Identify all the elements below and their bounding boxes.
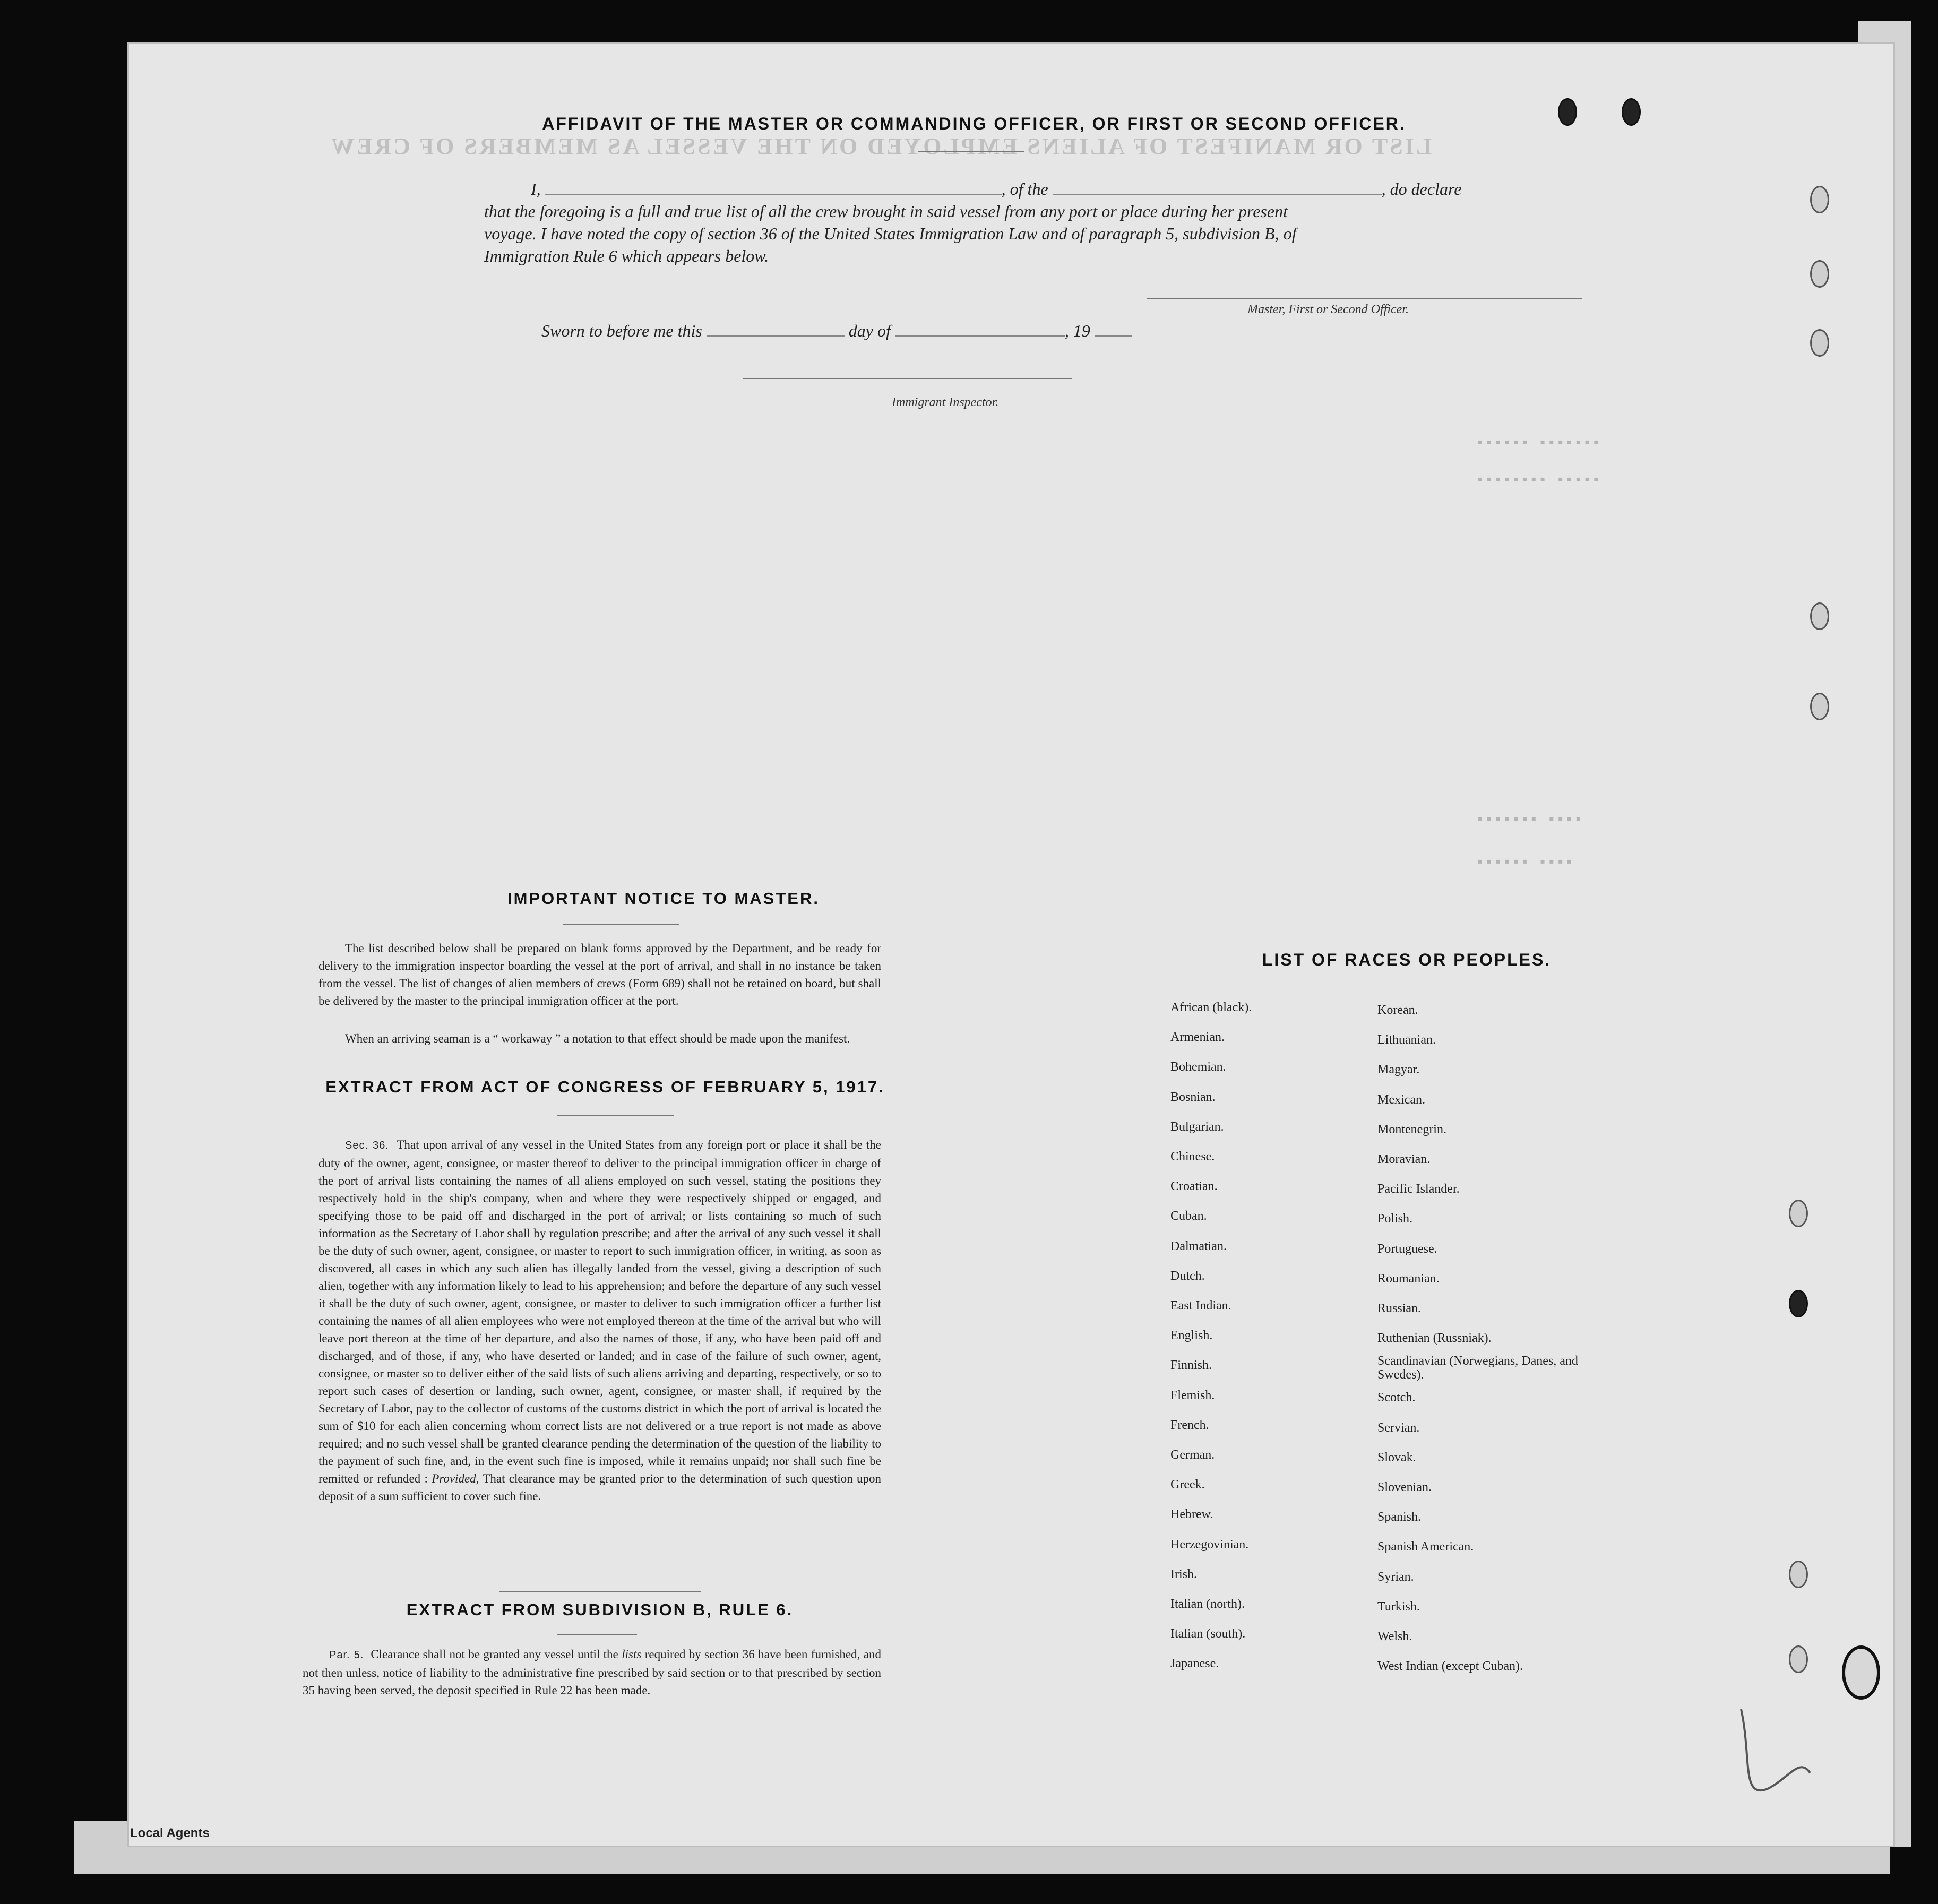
punch-hole bbox=[1810, 693, 1829, 720]
race-item: Scotch. bbox=[1377, 1391, 1416, 1405]
race-item: Slovak. bbox=[1377, 1450, 1416, 1464]
race-item: Roumanian. bbox=[1377, 1271, 1440, 1286]
act-section-36 bbox=[318, 1136, 881, 1505]
race-item: Italian (south). bbox=[1170, 1627, 1246, 1641]
punch-hole bbox=[1810, 186, 1829, 213]
sworn-year: , 19 bbox=[1064, 321, 1090, 340]
act-underline bbox=[557, 1115, 674, 1116]
affidavit-of-the: , of the bbox=[1001, 179, 1048, 199]
rule-paragraph bbox=[303, 1645, 881, 1699]
notice-paragraph-1: The list described below shall be prepared on blank forms approved by the Department, and be ready for delivery to the immigration inspector boarding the vessel at the port of arrival, and shall in no instance be taken from the vessel. The list of changes of alien members of crews (Form 689) shall not be retained on board, but shall be delivered by the master to the principal immigration officer at the port. bbox=[318, 942, 881, 1007]
bleed-through-column: ▪▪▪▪▪▪ ▪▪▪▪▪▪▪ bbox=[1476, 435, 1601, 452]
affidavit-i: I, bbox=[531, 179, 541, 199]
sworn-year-blank[interactable] bbox=[1095, 320, 1132, 337]
race-item: Finnish. bbox=[1170, 1358, 1212, 1373]
notice-title: IMPORTANT NOTICE TO MASTER. bbox=[507, 889, 820, 908]
bleed-through-title: LIST OR MANIFEST OF ALIENS EMPLOYED ON THE VESSEL AS MEMBERS OF CREW bbox=[329, 133, 1432, 159]
race-item: Lithuanian. bbox=[1377, 1033, 1436, 1047]
race-item: Ruthenian (Russniak). bbox=[1377, 1331, 1492, 1346]
race-item: Mexican. bbox=[1377, 1092, 1425, 1107]
race-item: Korean. bbox=[1377, 1003, 1418, 1017]
race-item: Servian. bbox=[1377, 1420, 1420, 1435]
race-item: Cuban. bbox=[1170, 1209, 1207, 1224]
title-underline bbox=[918, 151, 1024, 152]
race-item: West Indian (except Cuban). bbox=[1377, 1659, 1523, 1674]
race-item: Scandinavian (Norwegians, Danes, and Swedes). bbox=[1377, 1354, 1578, 1382]
affidavit-do-declare: , do declare bbox=[1381, 179, 1462, 199]
act-section-label: Sec. 36. bbox=[345, 1140, 389, 1151]
sworn-text: Sworn to before me this bbox=[541, 321, 702, 340]
race-item: Greek. bbox=[1170, 1478, 1205, 1492]
act-text: That upon arrival of any vessel in the United States from any foreign port or place it shall be the duty of the owner, agent, consignee, or master thereof to deliver to the principal immigration officer in charge of the port of arrival lists containing the names of all aliens employed on such vessel, stating the positions they respectively hold in the ship's company, when and where they were respectively shipped or engaged, and specifying those to be paid off and discharged in the port of arrival; or lists containing so much of such information as the Secretary of Labor shall by regulation prescribe; and after the arrival of any such vessel it shall be the duty of such owner, agent, consignee, or master to report to such immigration officer, in writing, as soon as discovered, all cases in which any such alien has illegally landed from the vessel, giving a description of such alien, together with any information likely to lead to his apprehension; and before the departure of any such vessel it shall be the duty of such owner, agent, consignee, or master to deliver to such immigration officer a further list containing the names of all alien employees who were not employed thereon at the time of the arrival but who will leave port thereon at the time of her departure, and also the names of those, if any, who have been paid off and discharged, and of those, if any, who have deserted or landed; and in case of the failure of such owner, agent, consignee, or master so to deliver either of the said lists of such aliens arriving and departing, respectively, or so to report such cases of desertion or landing, such owner, agent, consignee, or master shall, if required by the Secretary of Labor, pay to the collector of customs of the customs district in which the port of arrival is located the sum of $10 for each alien concerning whom correct lists are not delivered or a true report is not made as above required; and no such vessel shall be granted clearance pending the determination of the question of the liability to the payment of such fine, and, in the event such fine is imposed, while it remains unpaid; nor shall such fine be remitted or refunded : bbox=[318, 1138, 881, 1485]
race-item: Spanish American. bbox=[1377, 1540, 1474, 1554]
race-item: African (black). bbox=[1170, 1001, 1252, 1014]
race-item: Chinese. bbox=[1170, 1150, 1215, 1164]
rule-lists-word: lists bbox=[622, 1648, 642, 1661]
race-item: Armenian. bbox=[1170, 1030, 1225, 1045]
punch-hole bbox=[1789, 1645, 1808, 1673]
act-title: EXTRACT FROM ACT OF CONGRESS OF FEBRUARY 5, 1917. bbox=[325, 1078, 885, 1096]
affidavit-line2: that the foregoing is a full and true list of all the crew brought in said vessel from any port or place during her present bbox=[484, 202, 1288, 221]
vessel-blank[interactable] bbox=[1053, 178, 1382, 195]
race-item: Syrian. bbox=[1377, 1570, 1414, 1584]
punch-hole bbox=[1810, 602, 1829, 630]
race-item: English. bbox=[1170, 1329, 1213, 1343]
race-item: Bulgarian. bbox=[1170, 1119, 1224, 1134]
punch-hole bbox=[1789, 1561, 1808, 1588]
race-item: German. bbox=[1170, 1448, 1215, 1462]
inspector-label: Immigrant Inspector. bbox=[892, 395, 999, 409]
rule-underline bbox=[557, 1634, 637, 1635]
race-item: Magyar. bbox=[1377, 1063, 1420, 1077]
race-item: Spanish. bbox=[1377, 1510, 1422, 1524]
race-item: Dalmatian. bbox=[1170, 1239, 1227, 1253]
bleed-through-column: ▪▪▪▪▪▪ ▪▪▪▪ bbox=[1476, 855, 1574, 871]
affidavit-line1 bbox=[531, 178, 1461, 200]
rule-text-b: required by section 36 have been furnished, and not then unless, notice of liability to the administrative fine prescribed by said section or to that prescribed by section 35 having been served, the deposit specified in Rule 22 has been made. bbox=[303, 1648, 882, 1697]
race-item: Russian. bbox=[1377, 1302, 1422, 1316]
race-item: Irish. bbox=[1170, 1567, 1197, 1581]
inspector-signature-line[interactable] bbox=[743, 378, 1072, 379]
bleed-through-column: ▪▪▪▪▪▪▪ ▪▪▪▪ bbox=[1476, 812, 1583, 829]
name-blank[interactable] bbox=[545, 178, 1002, 195]
race-item: Dutch. bbox=[1170, 1269, 1205, 1283]
race-item: East Indian. bbox=[1170, 1299, 1231, 1313]
pencil-mark bbox=[1720, 1693, 1826, 1810]
edge-stamp bbox=[1842, 1645, 1880, 1700]
bleed-through-column: ▪▪▪▪▪▪▪▪ ▪▪▪▪▪ bbox=[1476, 472, 1601, 489]
punch-hole bbox=[1558, 98, 1577, 126]
local-agents-label: Local Agents bbox=[130, 1826, 210, 1840]
race-item: Croatian. bbox=[1170, 1179, 1218, 1194]
race-item: Welsh. bbox=[1377, 1630, 1412, 1644]
races-title: LIST OF RACES OR PEOPLES. bbox=[1262, 950, 1552, 969]
sworn-day-of: day of bbox=[848, 321, 891, 340]
race-item: Italian (north). bbox=[1170, 1597, 1245, 1612]
races-right-column bbox=[1377, 995, 1600, 1681]
section-divider bbox=[499, 1591, 701, 1592]
race-item: Montenegrin. bbox=[1377, 1122, 1446, 1136]
sworn-day-blank[interactable] bbox=[707, 320, 845, 337]
master-label: Master, First or Second Officer. bbox=[1247, 303, 1409, 316]
act-provided: Provided, bbox=[432, 1472, 479, 1485]
master-signature-line[interactable] bbox=[1147, 298, 1582, 299]
race-item: French. bbox=[1170, 1418, 1209, 1432]
punch-hole bbox=[1789, 1290, 1808, 1317]
race-item: Japanese. bbox=[1170, 1657, 1219, 1671]
punch-hole bbox=[1810, 260, 1829, 288]
manifest-sheet bbox=[127, 42, 1895, 1847]
notice-paragraph-2: When an arriving seaman is a “ workaway ” a notation to that effect should be made upon the manifest. bbox=[345, 1032, 850, 1045]
affidavit-line4: Immigration Rule 6 which appears below. bbox=[484, 246, 769, 265]
races-left-column bbox=[1170, 993, 1372, 1679]
race-item: Polish. bbox=[1377, 1212, 1413, 1226]
race-item: Flemish. bbox=[1170, 1388, 1215, 1402]
notice-underline bbox=[563, 924, 679, 925]
sworn-line bbox=[541, 320, 1132, 342]
race-item: Bosnian. bbox=[1170, 1090, 1216, 1104]
race-item: Herzegovinian. bbox=[1170, 1537, 1249, 1552]
race-item: Pacific Islander. bbox=[1377, 1182, 1460, 1196]
sworn-month-blank[interactable] bbox=[895, 320, 1065, 337]
race-item: Slovenian. bbox=[1377, 1480, 1432, 1495]
race-item: Bohemian. bbox=[1170, 1060, 1226, 1074]
punch-hole bbox=[1810, 329, 1829, 357]
race-item: Moravian. bbox=[1377, 1152, 1431, 1167]
rule-text-a: Clearance shall not be granted any vessel until the bbox=[371, 1648, 618, 1661]
act-text-end: That clearance may be granted prior to the determination of such question upon deposit of a sum sufficient to cover such fine. bbox=[318, 1472, 882, 1503]
rule-title: EXTRACT FROM SUBDIVISION B, RULE 6. bbox=[406, 1600, 794, 1619]
race-item: Turkish. bbox=[1377, 1599, 1420, 1614]
punch-hole bbox=[1789, 1200, 1808, 1227]
affidavit-title: AFFIDAVIT OF THE MASTER OR COMMANDING OFFICER, OR FIRST OR SECOND OFFICER. bbox=[542, 114, 1406, 133]
race-item: Portuguese. bbox=[1377, 1242, 1437, 1256]
punch-hole bbox=[1622, 98, 1641, 126]
rule-par-label: Par. 5. bbox=[329, 1649, 364, 1661]
affidavit-line3: voyage. I have noted the copy of section 36 of the United States Immigration Law and of paragraph 5, subdivision B, of bbox=[484, 224, 1297, 243]
race-item: Hebrew. bbox=[1170, 1507, 1213, 1522]
